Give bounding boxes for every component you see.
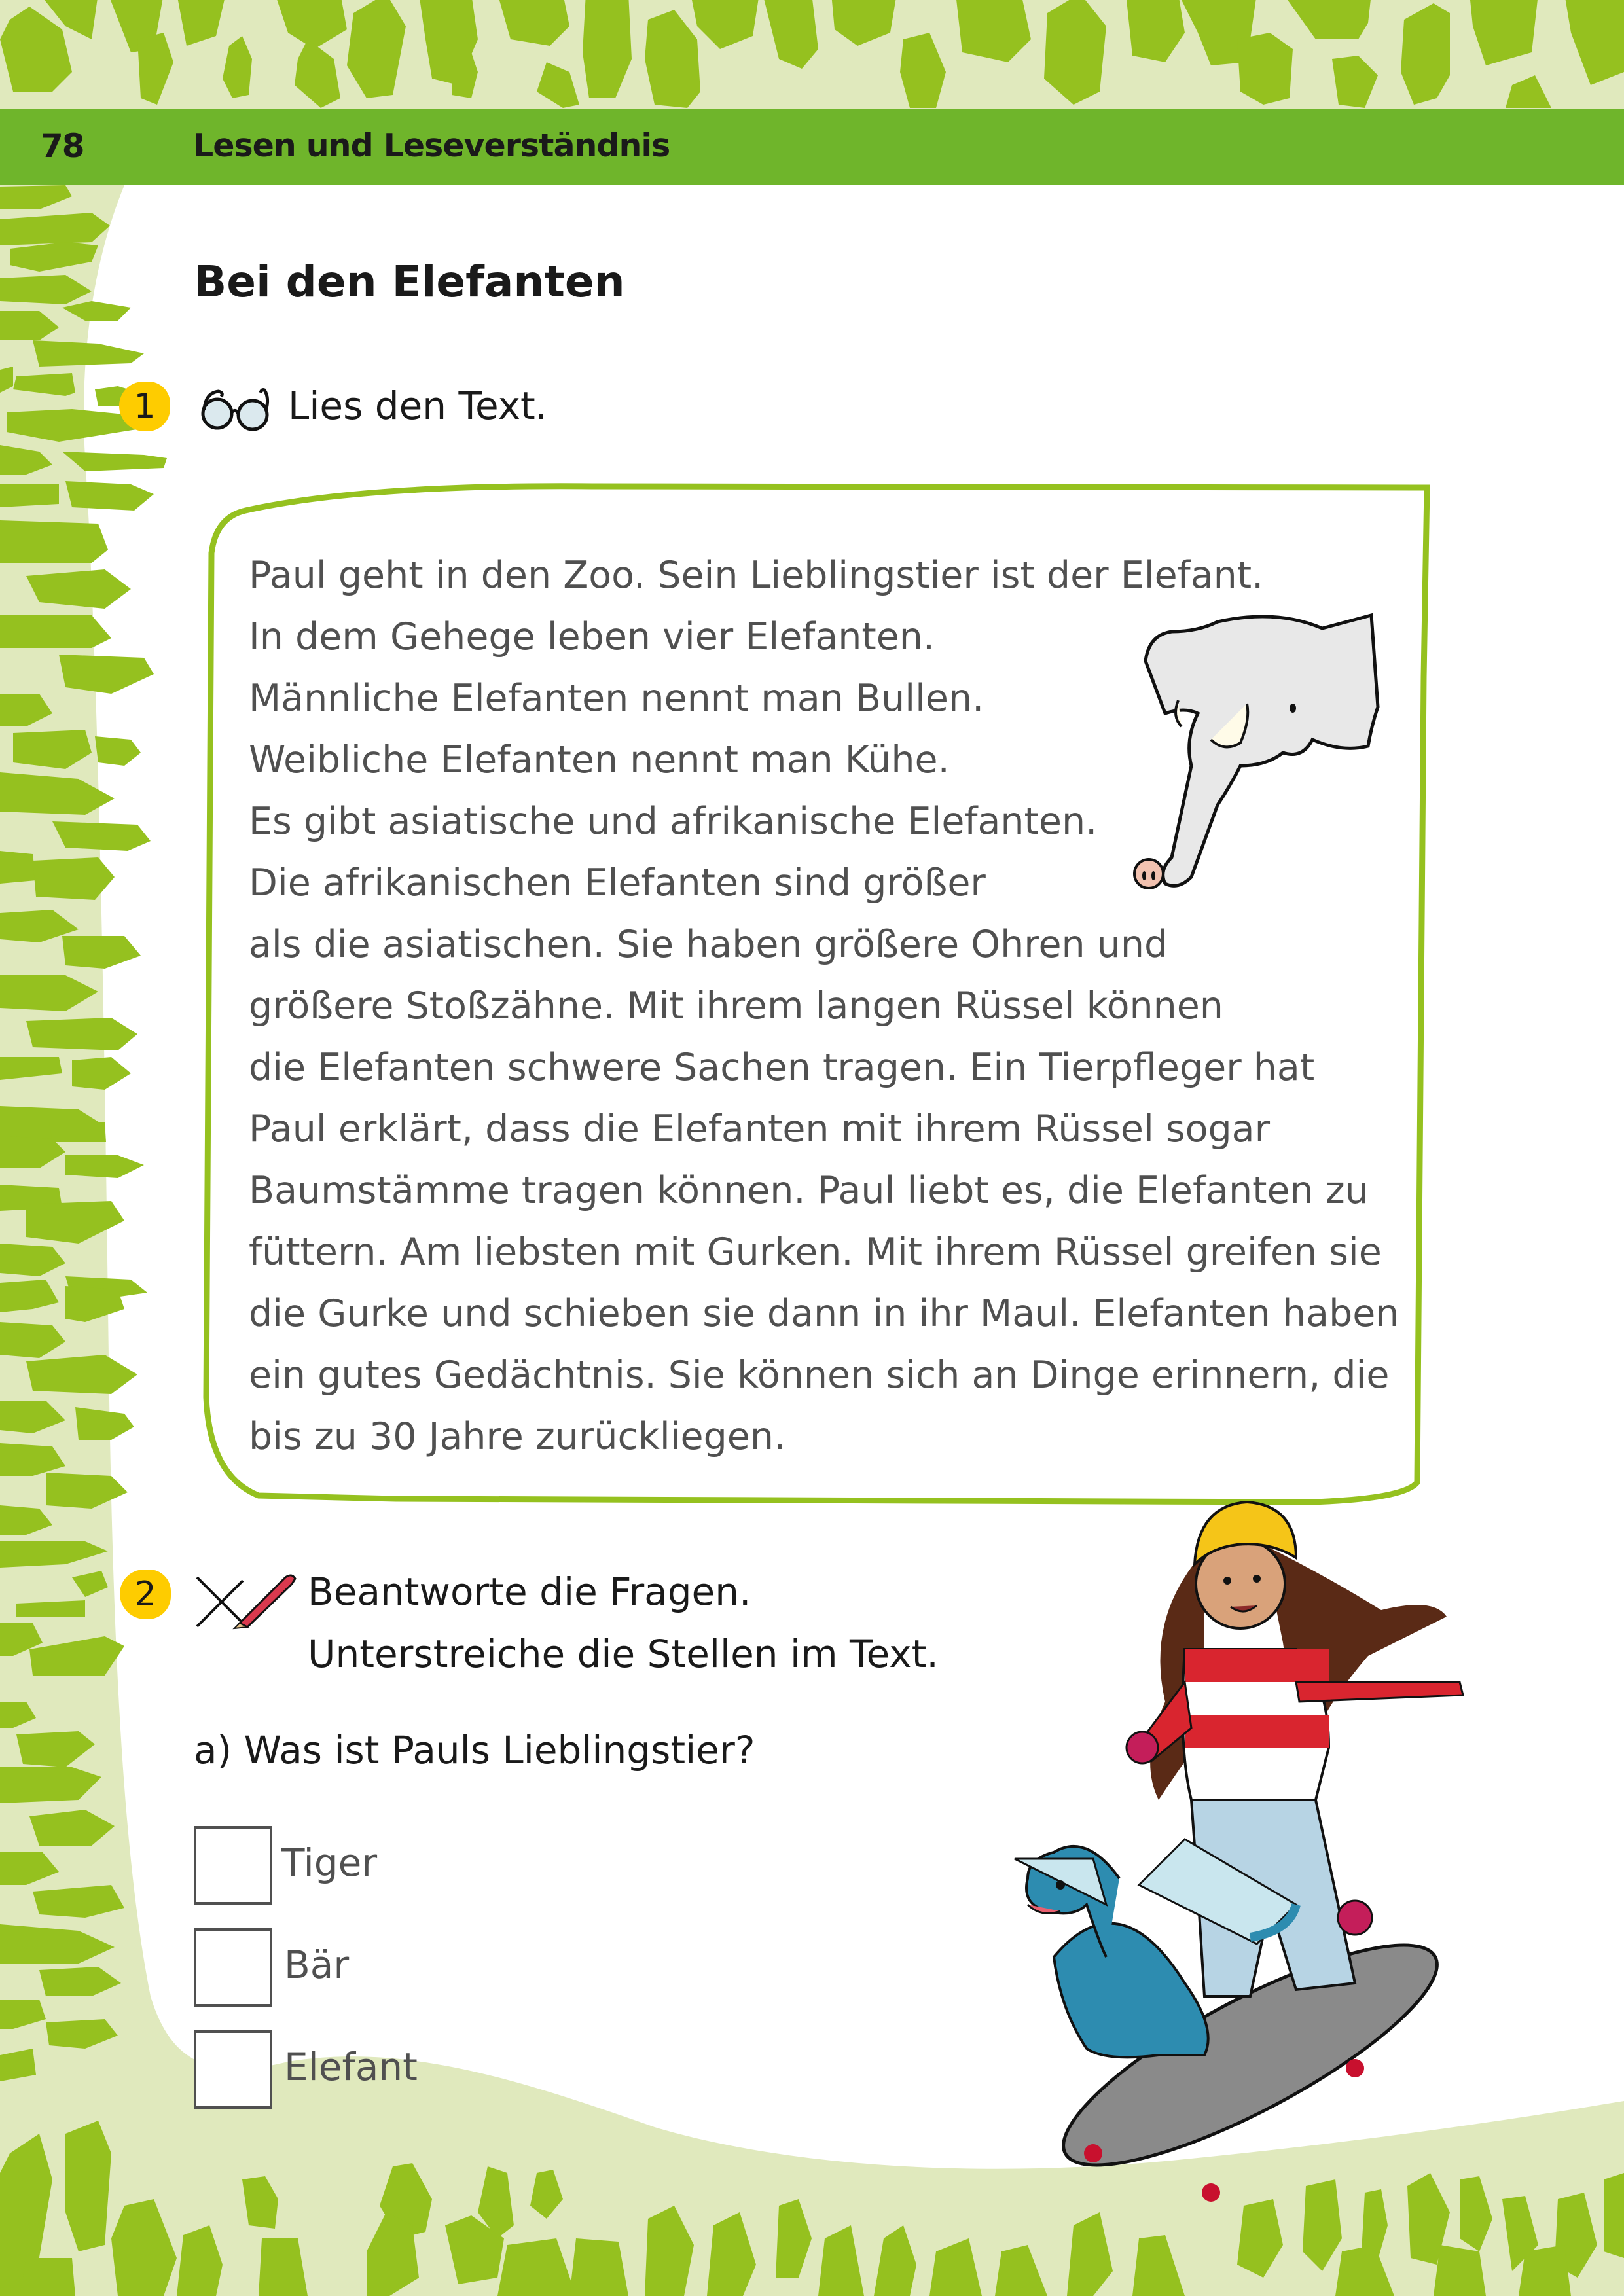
glasses-icon bbox=[196, 386, 275, 432]
story-line: als die asiatischen. Sie haben größere Ohren und bbox=[249, 923, 1168, 966]
checkbox-tiger[interactable] bbox=[194, 1826, 272, 1905]
option-label: Elefant bbox=[284, 2045, 418, 2089]
story-line: Paul geht in den Zoo. Sein Lieblingstier ist der Elefant. bbox=[249, 554, 1264, 597]
task-2-instruction-2: Unterstreiche die Stellen im Text. bbox=[308, 1632, 939, 1676]
cross-pencil-icon bbox=[194, 1571, 298, 1630]
story-line: Es gibt asiatische und afrikanische Elefanten. bbox=[249, 800, 1098, 843]
checkbox-baer[interactable] bbox=[194, 1928, 272, 2007]
task-1-badge: 1 bbox=[119, 382, 170, 431]
story-line: größere Stoßzähne. Mit ihrem langen Rüssel können bbox=[249, 984, 1223, 1028]
option-label: Bär bbox=[284, 1943, 350, 1987]
story-line: ein gutes Gedächtnis. Sie können sich an Dinge erinnern, die bbox=[249, 1354, 1390, 1397]
girl-skateboard-dragon-illustration bbox=[988, 1486, 1525, 2212]
task-1-instruction: Lies den Text. bbox=[288, 384, 548, 428]
checkbox-elefant[interactable] bbox=[194, 2030, 272, 2109]
story-line: Männliche Elefanten nennt man Bullen. bbox=[249, 677, 984, 720]
page-heading: Bei den Elefanten bbox=[194, 257, 625, 307]
elephant-head-illustration bbox=[1126, 609, 1401, 903]
story-line: Weibliche Elefanten nennt man Kühe. bbox=[249, 738, 950, 781]
story-line: Baumstämme tragen können. Paul liebt es, die Elefanten zu bbox=[249, 1169, 1369, 1212]
option-label: Tiger bbox=[281, 1840, 378, 1885]
story-line: füttern. Am liebsten mit Gurken. Mit ihrem Rüssel greifen sie bbox=[249, 1230, 1382, 1274]
story-line: Die afrikanischen Elefanten sind größer bbox=[249, 861, 986, 905]
story-line: die Gurke und schieben sie dann in ihr Maul. Elefanten haben bbox=[249, 1292, 1399, 1335]
page-number: 78 bbox=[41, 127, 84, 165]
section-title: Lesen und Leseverständnis bbox=[193, 127, 670, 164]
task-2-instruction-1: Beantworte die Fragen. bbox=[308, 1570, 751, 1614]
story-line: In dem Gehege leben vier Elefanten. bbox=[249, 615, 935, 658]
story-line: die Elefanten schwere Sachen tragen. Ein Tierpfleger hat bbox=[249, 1046, 1315, 1089]
story-line: Paul erklärt, dass die Elefanten mit ihrem Rüssel sogar bbox=[249, 1107, 1271, 1151]
question-a: a) Was ist Pauls Lieblingstier? bbox=[194, 1728, 755, 1772]
story-line: bis zu 30 Jahre zurückliegen. bbox=[249, 1415, 786, 1458]
task-2-badge: 2 bbox=[120, 1570, 171, 1619]
